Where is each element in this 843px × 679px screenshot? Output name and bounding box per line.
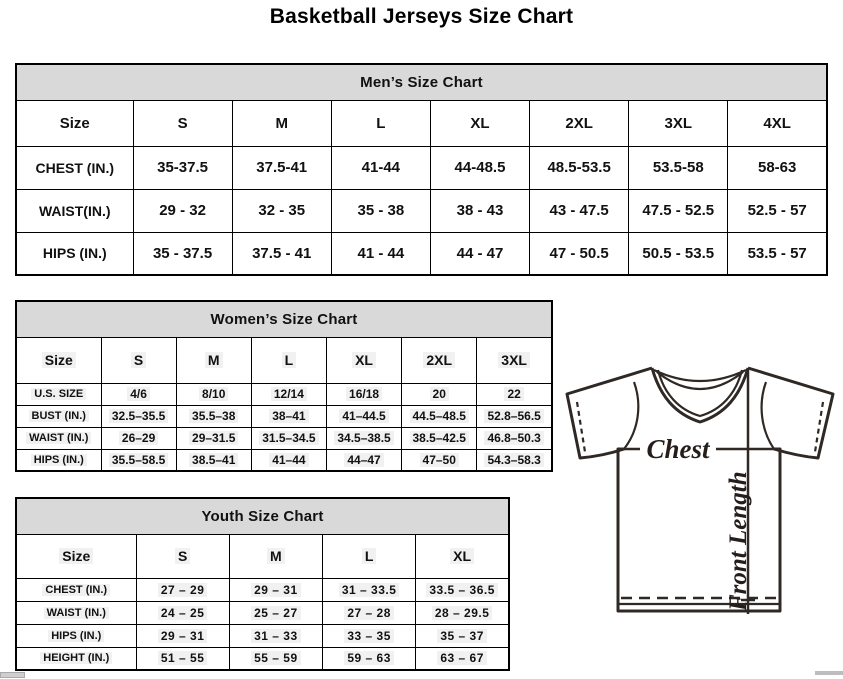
mens-table-title-text: Men’s Size Chart <box>360 73 483 91</box>
youth-cell <box>416 647 509 670</box>
youth-cell-text: 33.5 – 36.5 <box>426 583 498 597</box>
mens-cell <box>728 232 827 275</box>
youth-row-3 <box>16 647 509 670</box>
youth-col-header-1 <box>136 534 229 578</box>
womens-cell <box>251 383 326 405</box>
womens-cell-text: 12/14 <box>271 387 307 401</box>
womens-cell-text: 8/10 <box>199 387 228 401</box>
womens-cell <box>176 449 251 471</box>
mens-row-1 <box>16 189 827 232</box>
mens-table-title <box>16 64 827 100</box>
womens-row-2 <box>16 427 552 449</box>
womens-cell <box>402 449 477 471</box>
womens-row-label-3 <box>16 449 101 471</box>
mens-cell-text: 35 - 37.5 <box>152 244 213 262</box>
womens-cell-text: 22 <box>504 387 523 401</box>
youth-cell-text: 55 – 59 <box>251 651 301 665</box>
mens-cell-text: 47 - 50.5 <box>549 244 609 262</box>
youth-row-1 <box>16 601 509 624</box>
youth-col-header-2-text: M <box>267 548 285 564</box>
womens-cell <box>251 405 326 427</box>
mens-col-header-5-text: 2XL <box>565 114 593 132</box>
mens-cell-text: 52.5 - 57 <box>747 202 807 219</box>
youth-table-title <box>16 498 509 534</box>
mens-cell <box>629 189 728 232</box>
mens-cell <box>430 232 529 275</box>
mens-cell-text: 48.5-53.5 <box>547 159 611 176</box>
mens-col-header-7 <box>728 100 827 146</box>
womens-cell <box>477 449 552 471</box>
mens-cell <box>331 146 430 189</box>
mens-cell-text: 47.5 - 52.5 <box>642 202 715 219</box>
page-title: Basketball Jerseys Size Chart <box>269 5 574 28</box>
mens-cell <box>133 146 232 189</box>
womens-row-label-0 <box>16 383 101 405</box>
womens-cell <box>402 405 477 427</box>
youth-cell <box>416 601 509 624</box>
youth-cell-text: 24 – 25 <box>158 606 208 620</box>
womens-cell-text: 34.5–38.5 <box>334 431 393 445</box>
womens-row-label-2 <box>16 427 101 449</box>
womens-col-header-3 <box>251 337 326 383</box>
womens-cell <box>326 449 401 471</box>
womens-col-header-6-text: 3XL <box>498 352 530 368</box>
mens-col-header-4-text: XL <box>470 114 490 132</box>
youth-cell-text: 29 – 31 <box>251 583 301 597</box>
mens-col-header-0 <box>16 100 133 146</box>
youth-cell <box>136 601 229 624</box>
womens-cell-text: 41–44.5 <box>339 409 388 423</box>
mens-cell <box>331 232 430 275</box>
womens-cell <box>176 427 251 449</box>
mens-col-header-3 <box>331 100 430 146</box>
womens-row-label-1 <box>16 405 101 427</box>
womens-cell <box>251 449 326 471</box>
mens-cell <box>430 189 529 232</box>
womens-cell-text: 26–29 <box>119 431 158 445</box>
jersey-right-armhole-seam <box>762 382 774 449</box>
mens-cell <box>530 189 629 232</box>
mens-cell <box>232 232 331 275</box>
youth-col-header-0 <box>16 534 136 578</box>
mens-cell-text: 44-48.5 <box>454 159 506 176</box>
womens-cell-text: 47–50 <box>420 453 459 467</box>
jersey-diagram-svg <box>561 362 839 624</box>
womens-row-1 <box>16 405 552 427</box>
mens-cell-text: 38 - 43 <box>456 202 504 219</box>
womens-cell-text: 38.5–41 <box>189 453 238 467</box>
womens-col-header-1 <box>101 337 176 383</box>
womens-cell-text: 41–44 <box>269 453 308 467</box>
mens-row-label-1 <box>16 189 133 232</box>
womens-cell <box>176 405 251 427</box>
youth-cell-text: 31 – 33 <box>251 629 301 643</box>
youth-cell <box>416 624 509 647</box>
womens-cell <box>477 427 552 449</box>
womens-cell-text: 52.8–56.5 <box>484 409 543 423</box>
youth-row-label-2 <box>16 624 136 647</box>
womens-row-3 <box>16 449 552 471</box>
mens-col-header-4 <box>430 100 529 146</box>
womens-table-title <box>16 301 552 337</box>
mens-col-header-1-text: S <box>177 114 188 132</box>
mens-col-header-2-text: M <box>275 114 288 132</box>
mens-cell <box>232 146 331 189</box>
womens-cell-text: 4/6 <box>127 387 150 401</box>
mens-row-2 <box>16 232 827 275</box>
womens-col-header-5-text: 2XL <box>423 352 455 368</box>
womens-cell <box>326 383 401 405</box>
mens-cell-text: 53.5-58 <box>652 159 704 176</box>
youth-row-label-3-text: HEIGHT (IN.) <box>40 652 112 664</box>
womens-cell-text: 54.3–58.3 <box>484 453 543 467</box>
youth-row-label-3 <box>16 647 136 670</box>
mens-col-header-5 <box>530 100 629 146</box>
mens-cell <box>530 146 629 189</box>
youth-row-label-2-text: HIPS (IN.) <box>48 630 104 642</box>
mens-cell-text: 32 - 35 <box>258 202 306 219</box>
youth-cell <box>229 601 322 624</box>
mens-row-label-1-text: WAIST(IN.) <box>38 202 111 219</box>
mens-row-label-2-text: HIPS (IN.) <box>42 245 107 262</box>
youth-cell-text: 27 – 28 <box>344 606 394 620</box>
youth-cell <box>229 578 322 601</box>
mens-cell-text: 29 - 32 <box>159 202 206 219</box>
mens-row-label-2 <box>16 232 133 275</box>
womens-row-label-0-text: U.S. SIZE <box>31 388 86 400</box>
mens-cell <box>133 232 232 275</box>
youth-cell <box>416 578 509 601</box>
womens-cell <box>402 427 477 449</box>
womens-cell <box>326 427 401 449</box>
youth-col-header-0-text: Size <box>59 548 93 564</box>
womens-cell-text: 35.5–38 <box>189 409 238 423</box>
youth-cell-text: 51 – 55 <box>158 651 208 665</box>
mens-cell-text: 41 - 44 <box>357 244 405 262</box>
mens-row-label-0 <box>16 146 133 189</box>
womens-cell <box>101 405 176 427</box>
womens-col-header-3-text: L <box>282 352 297 368</box>
womens-row-0 <box>16 383 552 405</box>
mens-col-header-2 <box>232 100 331 146</box>
mens-cell-text: 37.5 - 41 <box>252 244 312 262</box>
youth-cell <box>323 601 416 624</box>
womens-col-header-6 <box>477 337 552 383</box>
womens-col-header-2-text: M <box>205 352 223 368</box>
jersey-measurement-diagram <box>561 362 839 624</box>
mens-cell <box>430 146 529 189</box>
womens-cell-text: 16/18 <box>346 387 382 401</box>
mens-cell-text: 53.5 - 57 <box>747 244 807 262</box>
mens-cell-text: 58-63 <box>757 159 797 176</box>
womens-col-header-2 <box>176 337 251 383</box>
youth-col-header-3-text: L <box>362 548 377 564</box>
womens-cell-text: 38.5–42.5 <box>410 431 469 445</box>
womens-cell-text: 20 <box>430 387 449 401</box>
mens-cell-text: 41-44 <box>361 159 401 176</box>
womens-cell-text: 29–31.5 <box>189 431 238 445</box>
youth-cell <box>323 647 416 670</box>
mens-cell <box>728 189 827 232</box>
mens-row-0 <box>16 146 827 189</box>
womens-cell <box>176 383 251 405</box>
womens-col-header-4 <box>326 337 401 383</box>
mens-cell <box>629 232 728 275</box>
youth-col-header-3 <box>323 534 416 578</box>
youth-cell <box>136 578 229 601</box>
youth-col-header-4-text: XL <box>450 548 474 564</box>
womens-row-label-2-text: WAIST (IN.) <box>26 432 91 444</box>
youth-cell-text: 27 – 29 <box>158 583 208 597</box>
jersey-left-armhole-seam <box>624 382 638 449</box>
mens-col-header-7-text: 4XL <box>763 114 791 132</box>
mens-cell-text: 50.5 - 53.5 <box>642 244 715 262</box>
youth-cell-text: 25 – 27 <box>251 606 301 620</box>
youth-cell <box>136 624 229 647</box>
mens-cell <box>133 189 232 232</box>
mens-cell <box>629 146 728 189</box>
front-length-label: Front Length <box>725 471 752 611</box>
youth-cell-text: 33 – 35 <box>344 629 394 643</box>
youth-cell-text: 59 – 63 <box>344 651 394 665</box>
womens-table-title-text: Women’s Size Chart <box>210 310 358 328</box>
mens-col-header-6 <box>629 100 728 146</box>
womens-cell <box>101 449 176 471</box>
youth-cell-text: 35 – 37 <box>437 629 487 643</box>
mens-cell <box>232 189 331 232</box>
mens-cell-text: 35 - 38 <box>357 202 405 219</box>
horizontal-scrollbar-right-stub[interactable] <box>815 671 843 675</box>
youth-col-header-4 <box>416 534 509 578</box>
youth-cell <box>229 647 322 670</box>
mens-cell-text: 43 - 47.5 <box>549 202 609 219</box>
youth-col-header-1-text: S <box>175 548 190 564</box>
womens-row-label-3-text: HIPS (IN.) <box>31 454 87 466</box>
youth-table-title-text: Youth Size Chart <box>201 507 324 525</box>
mens-cell-text: 44 - 47 <box>456 244 504 262</box>
youth-row-0 <box>16 578 509 601</box>
horizontal-scrollbar-left-stub[interactable] <box>0 672 25 678</box>
youth-size-table <box>15 497 510 671</box>
youth-cell-text: 31 – 33.5 <box>339 583 400 597</box>
youth-cell <box>136 647 229 670</box>
youth-row-2 <box>16 624 509 647</box>
mens-col-header-3-text: L <box>376 114 386 132</box>
mens-col-header-1 <box>133 100 232 146</box>
youth-row-label-0 <box>16 578 136 601</box>
womens-cell-text: 31.5–34.5 <box>259 431 318 445</box>
mens-col-header-6-text: 3XL <box>664 114 693 132</box>
mens-size-table <box>15 63 828 276</box>
womens-size-table <box>15 300 553 472</box>
womens-cell <box>101 383 176 405</box>
youth-row-label-1 <box>16 601 136 624</box>
chest-label: Chest <box>646 434 710 464</box>
mens-row-label-0-text: CHEST (IN.) <box>35 159 115 176</box>
womens-cell <box>402 383 477 405</box>
youth-cell-text: 28 – 29.5 <box>432 606 493 620</box>
womens-col-header-0-text: Size <box>42 352 76 368</box>
womens-cell-text: 44.5–48.5 <box>410 409 469 423</box>
youth-col-header-2 <box>229 534 322 578</box>
youth-cell <box>323 578 416 601</box>
mens-col-header-0-text: Size <box>59 114 90 132</box>
womens-cell <box>326 405 401 427</box>
youth-cell <box>229 624 322 647</box>
womens-col-header-4-text: XL <box>352 352 376 368</box>
womens-col-header-0 <box>16 337 101 383</box>
womens-cell-text: 32.5–35.5 <box>109 409 168 423</box>
womens-cell <box>477 405 552 427</box>
youth-row-label-0-text: CHEST (IN.) <box>42 584 110 596</box>
womens-cell-text: 46.8–50.3 <box>484 431 543 445</box>
mens-cell <box>331 189 430 232</box>
youth-row-label-1-text: WAIST (IN.) <box>44 607 109 619</box>
womens-cell-text: 44–47 <box>344 453 383 467</box>
womens-row-label-1-text: BUST (IN.) <box>29 410 89 422</box>
womens-cell <box>477 383 552 405</box>
womens-cell-text: 35.5–58.5 <box>109 453 168 467</box>
youth-cell-text: 63 – 67 <box>437 651 487 665</box>
womens-cell <box>101 427 176 449</box>
womens-col-header-1-text: S <box>131 352 146 368</box>
mens-cell-text: 37.5-41 <box>256 159 308 176</box>
mens-cell-text: 35-37.5 <box>157 159 208 176</box>
mens-cell <box>728 146 827 189</box>
youth-cell-text: 29 – 31 <box>158 629 208 643</box>
jersey-outline <box>567 368 833 611</box>
womens-col-header-5 <box>402 337 477 383</box>
youth-cell <box>323 624 416 647</box>
womens-cell <box>251 427 326 449</box>
mens-cell <box>530 232 629 275</box>
womens-cell-text: 38–41 <box>269 409 308 423</box>
